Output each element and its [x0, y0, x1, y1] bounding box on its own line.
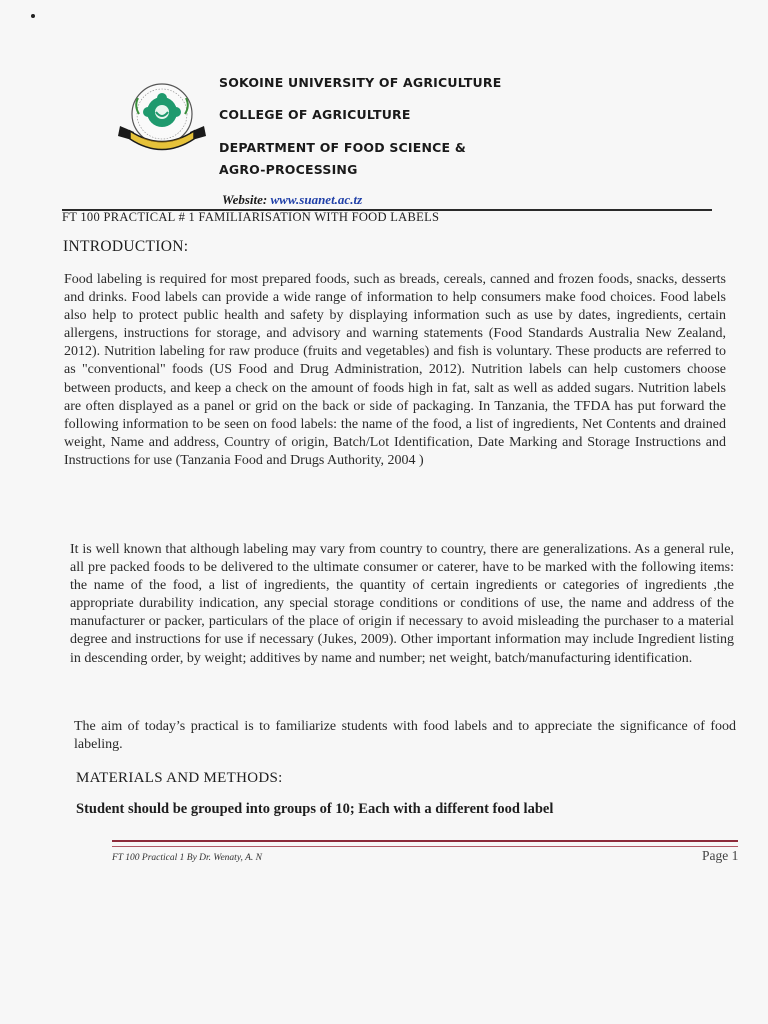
department-name-line1: DEPARTMENT OF FOOD SCIENCE &: [219, 140, 466, 155]
page-number: Page 1: [702, 848, 739, 863]
practical-title: FT 100 PRACTICAL # 1 FAMILIARISATION WITH FOOD LABELS: [62, 210, 440, 224]
department-name-line2: AGRO-PROCESSING: [219, 162, 358, 177]
website-link[interactable]: www.suanet.ac.tz: [270, 192, 363, 207]
college-name: COLLEGE OF AGRICULTURE: [219, 107, 411, 122]
university-name: SOKOINE UNIVERSITY OF AGRICULTURE: [219, 75, 502, 90]
stray-mark: [31, 14, 35, 18]
website-line: [222, 192, 362, 208]
introduction-paragraph-2: It is well known that although labeling may vary from country to country, there are generalizations. As a general rule, all pre packed foods to be delivered to the ultimate consumer or caterer, have to be marked with the following items: the name of the food, a list of ingredients, the quantity of certain ingredients or categories of ingredients ,the appropriate durability indication, any special storage conditions or conditions of use, the name and address of the manufacturer or packer, particulars of the place of origin if necessary to avoid misleading the purchaser to a material degree and instructions for use if necessary (Jukes, 2009). Other important information may include Ingredient listing in descending order, by weight; additives by name and number; net weight, batch/manufacturing identification.: [70, 542, 734, 666]
website-label: Website:: [222, 192, 268, 207]
footer-divider: [112, 840, 738, 847]
introduction-paragraph-1: Food labeling is required for most prepared foods, such as breads, cereals, canned and frozen foods, snacks, desserts and drinks. Food labels can provide a wide range of information to help consumers make food choices. Food labels also help to protect public health and safety by displaying information such as use by dates, ingredients, certain allergens, instructions for storage, and advisory and warning statements (Food Standards Australia New Zealand, 2012). Nutrition labeling for raw produce (fruits and vegetables) and fish is voluntary. These products are referred to as "conventional" foods (US Food and Drug Administration, 2012). Nutrition labels can help customers choose between products, and keep a check on the amount of foods high in fat, salt as well as added sugars. Nutrition labels are often displayed as a panel or grid on the back or side of packaging. In Tanzania, the TFDA has put forward the following information to be seen on food labels: the name of the food, a list of ingredients, Net Contents and drained weight, Name and address, Country of origin, Batch/Lot Identification, Date Marking and Storage Instructions and Instructions for use (Tanzania Food and Drugs Authority, 2004 ): [64, 272, 726, 468]
aim-paragraph: The aim of today’s practical is to familiarize students with food labels and to appreciate the significance of food labeling.: [74, 719, 736, 753]
introduction-heading: INTRODUCTION:: [63, 238, 189, 255]
materials-methods-heading: MATERIALS AND METHODS:: [76, 770, 283, 786]
grouping-instruction: Student should be grouped into groups of 10; Each with a different food label: [76, 801, 554, 817]
university-seal-icon: [112, 76, 212, 158]
footer-credit: FT 100 Practical 1 By Dr. Wenaty, A. N: [112, 853, 262, 863]
